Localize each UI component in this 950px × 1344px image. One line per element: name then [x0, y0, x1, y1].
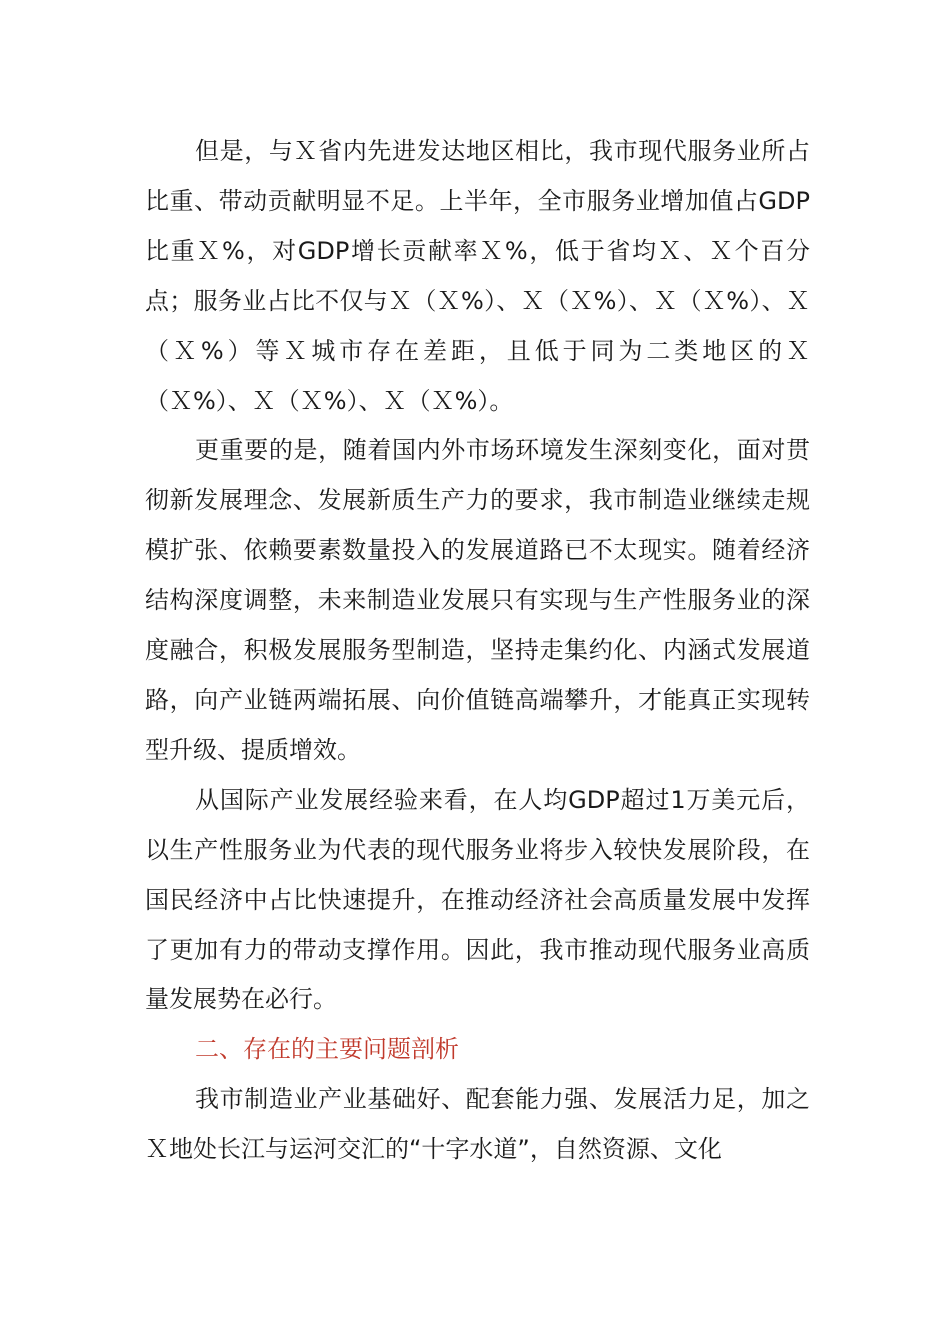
paragraph-manufacturing-base: 我市制造业产业基础好、配套能力强、发展活力足，加之Ｘ地处长江与运河交汇的“十字水道”，自然资源、文化	[145, 1085, 810, 1164]
paragraph-manufacturing-transition: 更重要的是，随着国内外市场环境发生深刻变化，面对贯彻新发展理念、发展新质生产力的要求，我市制造业继续走规模扩张、依赖要素数量投入的发展道路已不太现实。随着经济结构深度调整，未来制造业发展只有实现与生产性服务业的深度融合，积极发展服务型制造，坚持走集约化、内涵式发展道路，向产业链两端拓展、向价值链高端攀升，才能真正实现转型升级、提质增效。	[145, 436, 810, 764]
paragraph-service-share: 但是，与Ｘ省内先进发达地区相比，我市现代服务业所占比重、带动贡献明显不足。上半年，全市服务业增加值占GDP比重Ｘ%，对GDP增长贡献率Ｘ%，低于省均Ｘ、Ｘ个百分点；服务业占比不仅与Ｘ（Ｘ%）、Ｘ（Ｘ%）、Ｘ（Ｘ%）、Ｘ（Ｘ%）等Ｘ城市存在差距，且低于同为二类地区的Ｘ（Ｘ%）、Ｘ（Ｘ%）、Ｘ（Ｘ%）。	[145, 137, 810, 415]
section-heading: 二、存在的主要问题剖析	[195, 1035, 459, 1064]
paragraph-international-experience: 从国际产业发展经验来看，在人均GDP超过1万美元后，以生产性服务业为代表的现代服务业将步入较快发展阶段，在国民经济中占比快速提升，在推动经济社会高质量发展中发挥了更加有力的带动支撑作用。因此，我市推动现代服务业高质量发展势在必行。	[145, 785, 810, 1014]
document-page	[145, 127, 810, 1175]
